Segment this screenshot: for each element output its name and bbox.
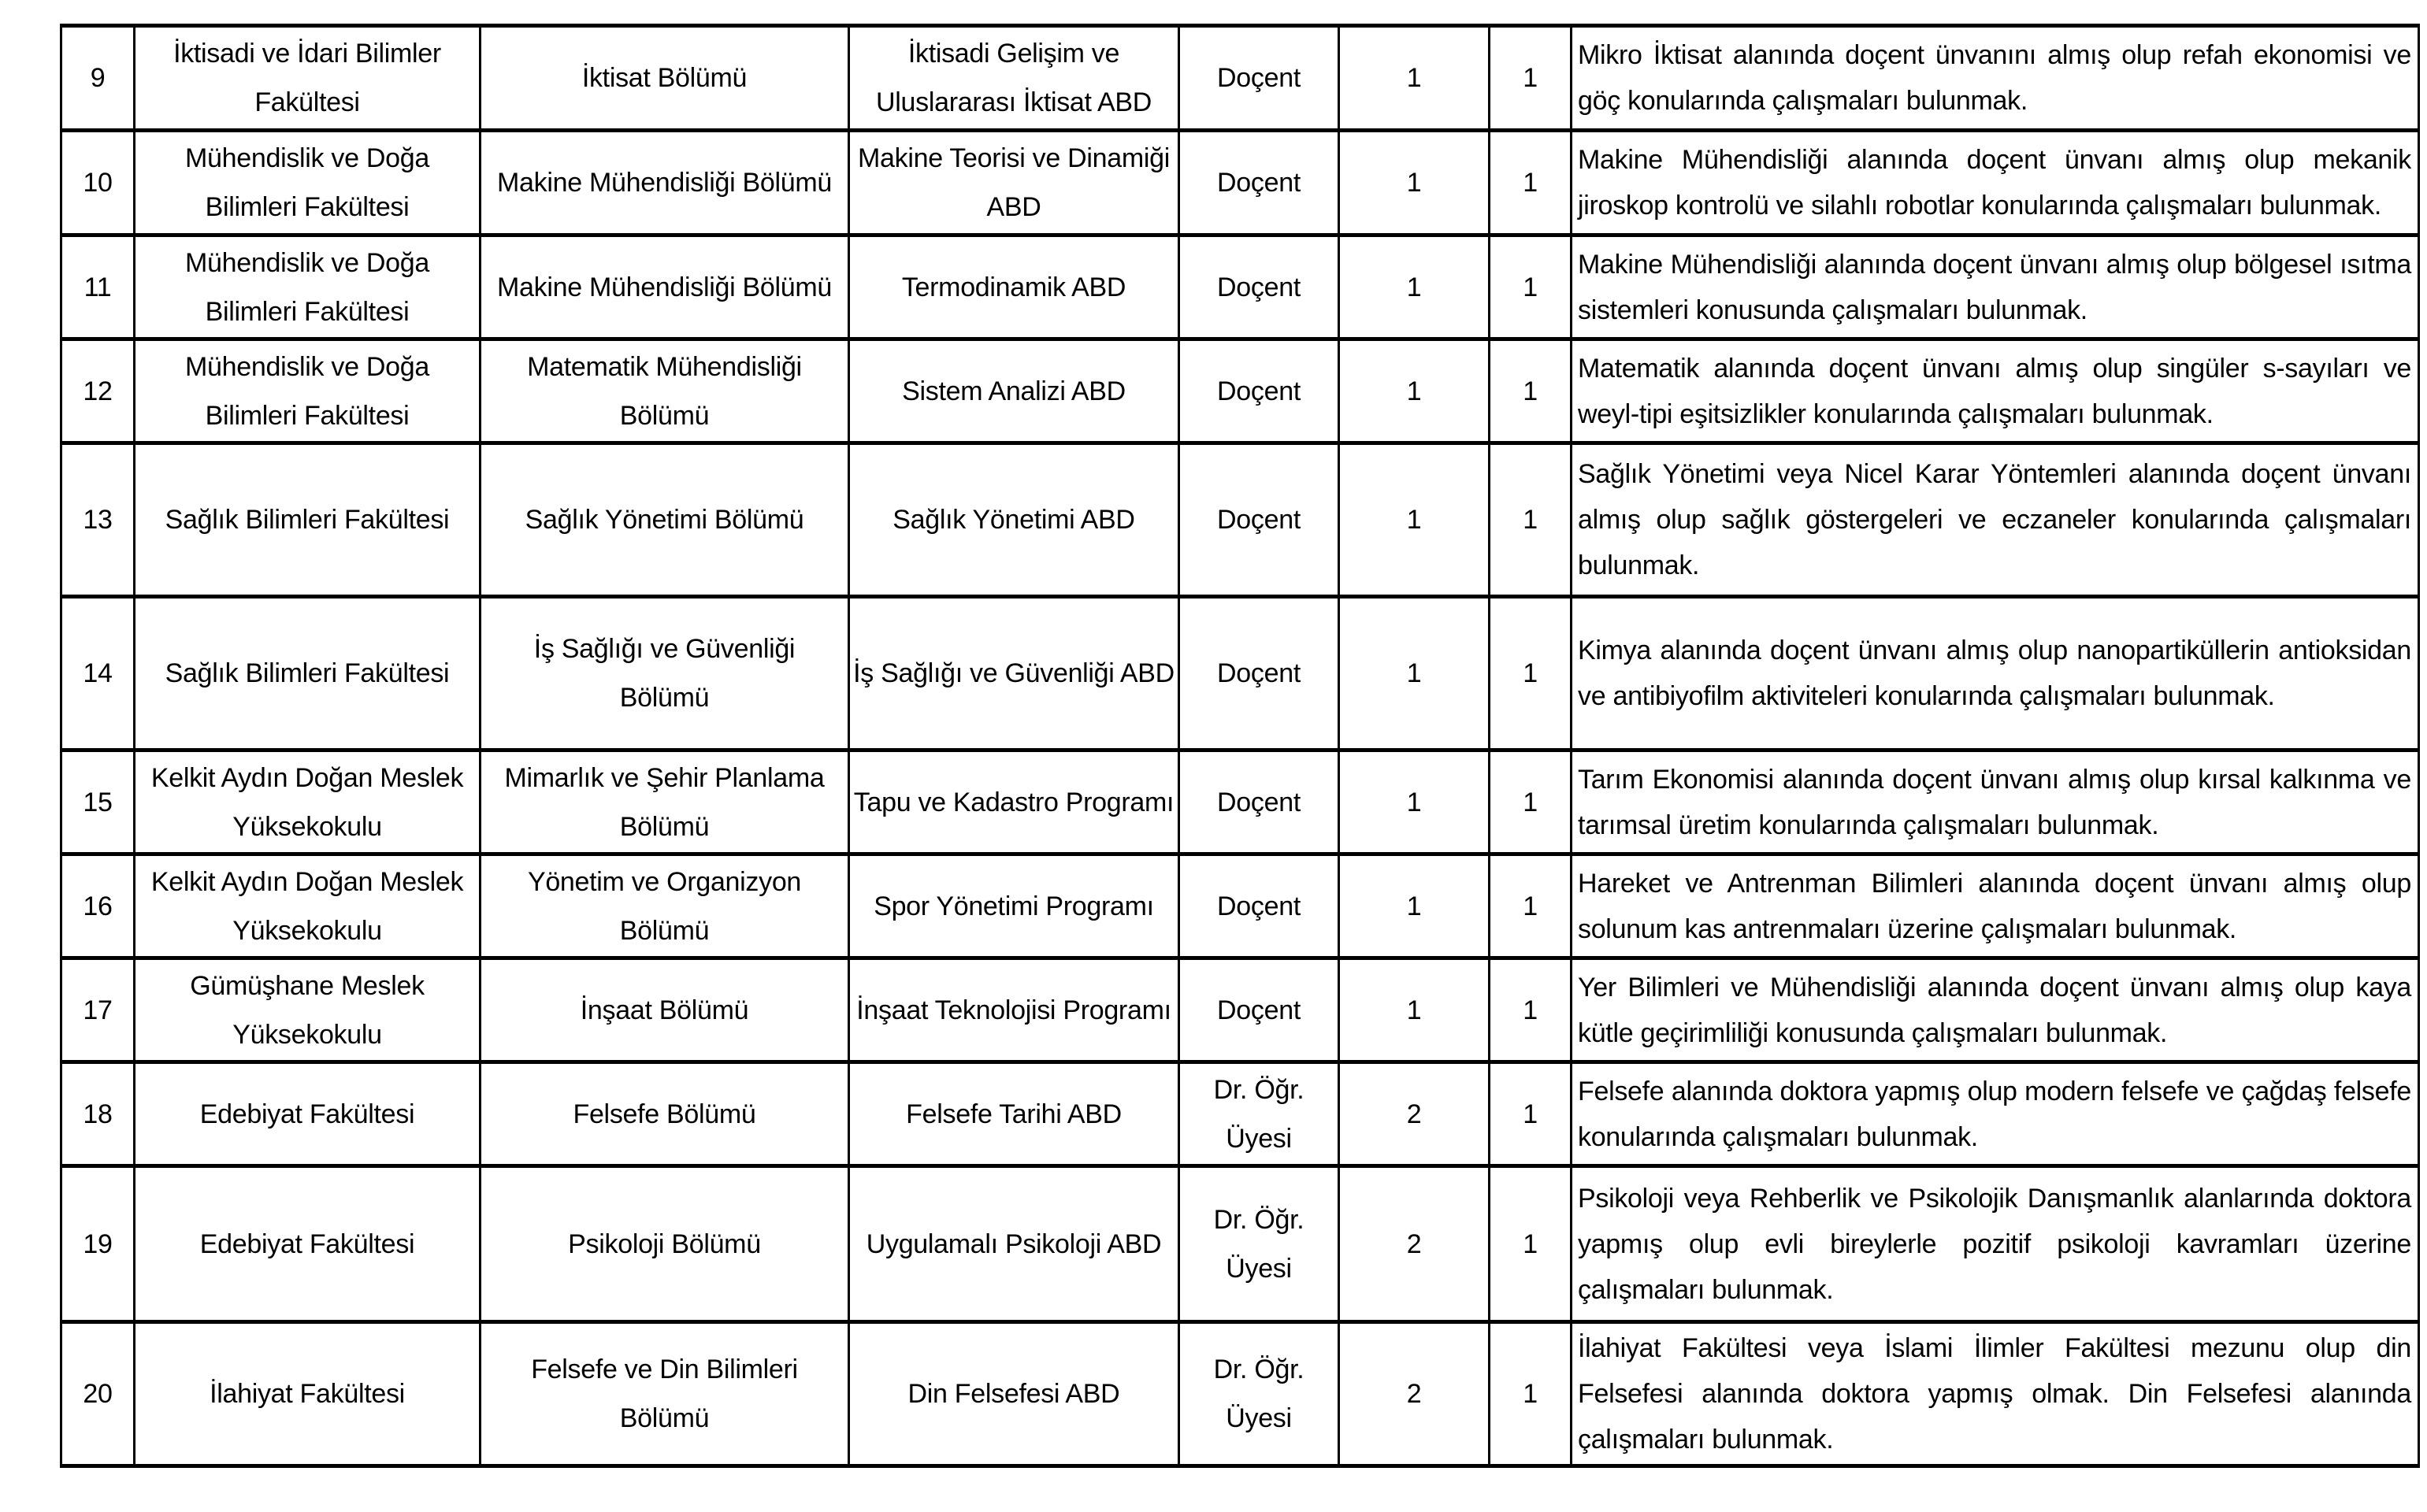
- count-b-cell: 1: [1490, 131, 1572, 235]
- count-a-cell: 1: [1339, 750, 1490, 854]
- faculty-cell: İlahiyat Fakültesi: [135, 1322, 481, 1466]
- count-b-cell: 1: [1490, 1166, 1572, 1322]
- faculty-cell: Mühendislik ve Doğa Bilimleri Fakültesi: [135, 235, 481, 339]
- count-a-cell: 1: [1339, 339, 1490, 443]
- description-cell: Makine Mühendisliği alanında doçent ünvanı almış olup bölgesel ısıtma sistemleri konusunda çalışmaları bulunmak.: [1572, 235, 2419, 339]
- description-cell: Tarım Ekonomisi alanında doçent ünvanı almış olup kırsal kalkınma ve tarımsal üretim konularında çalışmaları bulunmak.: [1572, 750, 2419, 854]
- table-row: [61, 131, 2419, 235]
- title-cell: Doçent: [1179, 26, 1339, 131]
- description-cell: Psikoloji veya Rehberlik ve Psikolojik Danışmanlık alanlarında doktora yapmış olup evli bireylerle pozitif psikoloji kavramları üzerine çalışmaları bulunmak.: [1572, 1166, 2419, 1322]
- count-b-cell: 1: [1490, 339, 1572, 443]
- table-row: [61, 854, 2419, 958]
- description-cell: Felsefe alanında doktora yapmış olup modern felsefe ve çağdaş felsefe konularında çalışmaları bulunmak.: [1572, 1062, 2419, 1166]
- program-cell: Tapu ve Kadastro Programı: [849, 750, 1179, 854]
- academic-positions-table: [60, 24, 2420, 1468]
- faculty-cell: Edebiyat Fakültesi: [135, 1062, 481, 1166]
- program-cell: Din Felsefesi ABD: [849, 1322, 1179, 1466]
- title-cell: Doçent: [1179, 235, 1339, 339]
- program-cell: İş Sağlığı ve Güvenliği ABD: [849, 597, 1179, 750]
- row-number-cell: 18: [61, 1062, 135, 1166]
- faculty-cell: İktisadi ve İdari Bilimler Fakültesi: [135, 26, 481, 131]
- department-cell: Yönetim ve Organizyon Bölümü: [481, 854, 849, 958]
- title-cell: Doçent: [1179, 443, 1339, 597]
- row-number-cell: 11: [61, 235, 135, 339]
- table-row: [61, 1322, 2419, 1466]
- title-cell: Dr. Öğr. Üyesi: [1179, 1166, 1339, 1322]
- count-a-cell: 1: [1339, 26, 1490, 131]
- faculty-cell: Kelkit Aydın Doğan Meslek Yüksekokulu: [135, 750, 481, 854]
- table-body: [61, 26, 2419, 1466]
- count-b-cell: 1: [1490, 235, 1572, 339]
- count-a-cell: 2: [1339, 1062, 1490, 1166]
- count-a-cell: 1: [1339, 131, 1490, 235]
- table-row: [61, 443, 2419, 597]
- count-b-cell: 1: [1490, 1322, 1572, 1466]
- description-cell: Hareket ve Antrenman Bilimleri alanında doçent ünvanı almış olup solunum kas antrenmaları üzerine çalışmaları bulunmak.: [1572, 854, 2419, 958]
- program-cell: Termodinamik ABD: [849, 235, 1179, 339]
- count-b-cell: 1: [1490, 958, 1572, 1062]
- count-a-cell: 1: [1339, 958, 1490, 1062]
- program-cell: İktisadi Gelişim ve Uluslararası İktisat ABD: [849, 26, 1179, 131]
- row-number-cell: 16: [61, 854, 135, 958]
- count-b-cell: 1: [1490, 26, 1572, 131]
- count-b-cell: 1: [1490, 854, 1572, 958]
- count-a-cell: 2: [1339, 1322, 1490, 1466]
- department-cell: İş Sağlığı ve Güvenliği Bölümü: [481, 597, 849, 750]
- count-a-cell: 2: [1339, 1166, 1490, 1322]
- department-cell: Mimarlık ve Şehir Planlama Bölümü: [481, 750, 849, 854]
- description-cell: Makine Mühendisliği alanında doçent ünvanı almış olup mekanik jiroskop kontrolü ve silahlı robotlar konularında çalışmaları bulunmak.: [1572, 131, 2419, 235]
- count-a-cell: 1: [1339, 235, 1490, 339]
- title-cell: Doçent: [1179, 750, 1339, 854]
- faculty-cell: Sağlık Bilimleri Fakültesi: [135, 443, 481, 597]
- row-number-cell: 20: [61, 1322, 135, 1466]
- faculty-cell: Sağlık Bilimleri Fakültesi: [135, 597, 481, 750]
- department-cell: Psikoloji Bölümü: [481, 1166, 849, 1322]
- program-cell: Uygulamalı Psikoloji ABD: [849, 1166, 1179, 1322]
- table-row: [61, 1062, 2419, 1166]
- department-cell: Matematik Mühendisliği Bölümü: [481, 339, 849, 443]
- count-b-cell: 1: [1490, 443, 1572, 597]
- description-cell: Sağlık Yönetimi veya Nicel Karar Yöntemleri alanında doçent ünvanı almış olup sağlık göstergeleri ve eczaneler konularında çalışmaları bulunmak.: [1572, 443, 2419, 597]
- department-cell: İnşaat Bölümü: [481, 958, 849, 1062]
- row-number-cell: 14: [61, 597, 135, 750]
- program-cell: Sistem Analizi ABD: [849, 339, 1179, 443]
- description-cell: Matematik alanında doçent ünvanı almış olup singüler s-sayıları ve weyl-tipi eşitsizlikler konularında çalışmaları bulunmak.: [1572, 339, 2419, 443]
- title-cell: Dr. Öğr. Üyesi: [1179, 1062, 1339, 1166]
- table-row: [61, 750, 2419, 854]
- table-row: [61, 958, 2419, 1062]
- table-row: [61, 597, 2419, 750]
- faculty-cell: Edebiyat Fakültesi: [135, 1166, 481, 1322]
- row-number-cell: 13: [61, 443, 135, 597]
- title-cell: Doçent: [1179, 339, 1339, 443]
- department-cell: Felsefe Bölümü: [481, 1062, 849, 1166]
- faculty-cell: Mühendislik ve Doğa Bilimleri Fakültesi: [135, 131, 481, 235]
- row-number-cell: 15: [61, 750, 135, 854]
- table-row: [61, 235, 2419, 339]
- count-a-cell: 1: [1339, 854, 1490, 958]
- program-cell: Sağlık Yönetimi ABD: [849, 443, 1179, 597]
- faculty-cell: Mühendislik ve Doğa Bilimleri Fakültesi: [135, 339, 481, 443]
- count-b-cell: 1: [1490, 750, 1572, 854]
- program-cell: İnşaat Teknolojisi Programı: [849, 958, 1179, 1062]
- count-b-cell: 1: [1490, 597, 1572, 750]
- count-b-cell: 1: [1490, 1062, 1572, 1166]
- department-cell: Makine Mühendisliği Bölümü: [481, 235, 849, 339]
- faculty-cell: Gümüşhane Meslek Yüksekokulu: [135, 958, 481, 1062]
- table-row: [61, 339, 2419, 443]
- description-cell: Kimya alanında doçent ünvanı almış olup nanopartiküllerin antioksidan ve antibiyofilm aktiviteleri konularında çalışmaları bulunmak.: [1572, 597, 2419, 750]
- row-number-cell: 17: [61, 958, 135, 1062]
- faculty-cell: Kelkit Aydın Doğan Meslek Yüksekokulu: [135, 854, 481, 958]
- department-cell: Felsefe ve Din Bilimleri Bölümü: [481, 1322, 849, 1466]
- department-cell: Sağlık Yönetimi Bölümü: [481, 443, 849, 597]
- program-cell: Felsefe Tarihi ABD: [849, 1062, 1179, 1166]
- department-cell: Makine Mühendisliği Bölümü: [481, 131, 849, 235]
- title-cell: Doçent: [1179, 958, 1339, 1062]
- row-number-cell: 9: [61, 26, 135, 131]
- row-number-cell: 19: [61, 1166, 135, 1322]
- department-cell: İktisat Bölümü: [481, 26, 849, 131]
- title-cell: Doçent: [1179, 597, 1339, 750]
- title-cell: Doçent: [1179, 131, 1339, 235]
- description-cell: İlahiyat Fakültesi veya İslami İlimler Fakültesi mezunu olup din Felsefesi alanında doktora yapmış olmak. Din Felsefesi alanında çalışmaları bulunmak.: [1572, 1322, 2419, 1466]
- row-number-cell: 10: [61, 131, 135, 235]
- program-cell: Spor Yönetimi Programı: [849, 854, 1179, 958]
- count-a-cell: 1: [1339, 597, 1490, 750]
- description-cell: Yer Bilimleri ve Mühendisliği alanında doçent ünvanı almış olup kaya kütle geçirimliliği konusunda çalışmaları bulunmak.: [1572, 958, 2419, 1062]
- count-a-cell: 1: [1339, 443, 1490, 597]
- description-cell: Mikro İktisat alanında doçent ünvanını almış olup refah ekonomisi ve göç konularında çalışmaları bulunmak.: [1572, 26, 2419, 131]
- table-row: [61, 1166, 2419, 1322]
- table-row: [61, 26, 2419, 131]
- title-cell: Dr. Öğr. Üyesi: [1179, 1322, 1339, 1466]
- title-cell: Doçent: [1179, 854, 1339, 958]
- row-number-cell: 12: [61, 339, 135, 443]
- program-cell: Makine Teorisi ve Dinamiği ABD: [849, 131, 1179, 235]
